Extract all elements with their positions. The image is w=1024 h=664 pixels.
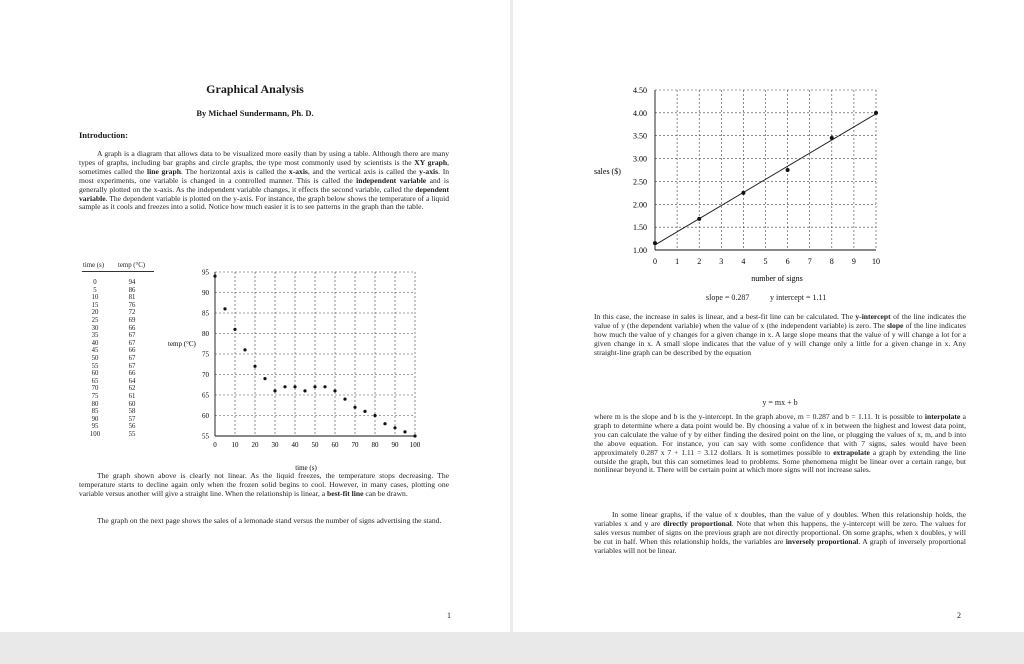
temp-chart-x-tick: 100: [409, 441, 421, 449]
sales-chart-y-tick: 2.50: [633, 177, 647, 187]
sales-chart-point: [786, 168, 790, 172]
sales-chart-x-tick: 3: [719, 257, 724, 266]
temp-chart-x-tick: 40: [291, 441, 299, 449]
sales-chart-y-tick: 1.50: [633, 223, 647, 233]
sales-chart-x-tick: 0: [653, 257, 657, 266]
sales-chart-point: [874, 111, 878, 115]
section-heading: Introduction:: [79, 130, 128, 140]
sales-chart-point: [653, 241, 657, 245]
temp-chart-point: [313, 385, 316, 388]
temp-chart-point: [233, 328, 236, 331]
sales-chart-y-tick: 4.50: [633, 86, 647, 95]
temp-chart-y-tick: 60: [202, 412, 209, 420]
sales-chart-y-tick: 3.50: [633, 131, 647, 141]
temperature-chart: [160, 262, 430, 472]
sales-chart-point: [741, 191, 745, 195]
temp-chart-point: [243, 348, 246, 351]
sales-chart-y-tick: 1.00: [633, 246, 647, 255]
table-time-column: 0 5 10 15 20 25 30 35 40 45 50 55 60 65 70 75 80 85 90 95 100: [89, 279, 101, 438]
temp-chart-point: [263, 377, 266, 380]
slope-label: slope = 0.287: [706, 293, 750, 302]
sales-chart-x-tick: 1: [675, 257, 680, 266]
table-header-temp: temp (°C): [118, 262, 146, 269]
temp-chart-point: [393, 426, 396, 429]
temp-chart-point: [363, 410, 366, 413]
temp-chart-point: [383, 422, 386, 425]
temp-chart-y-label: temp (°C): [168, 340, 196, 348]
temp-chart-x-tick: 30: [271, 441, 279, 449]
table-header-time: time (s): [83, 262, 104, 269]
temp-chart-point: [373, 414, 376, 417]
temp-chart-x-tick: 0: [213, 441, 217, 449]
temp-chart-point: [323, 385, 326, 388]
temp-chart-x-tick: 50: [311, 441, 319, 449]
temp-chart-x-tick: 70: [351, 441, 359, 449]
temp-chart-point: [213, 275, 216, 278]
temp-chart-y-tick: 80: [202, 330, 209, 338]
temp-chart-point: [303, 389, 306, 392]
sales-chart-x-tick: 7: [807, 257, 812, 266]
temp-chart-y-tick: 75: [202, 350, 209, 359]
viewer-footer: [0, 632, 1024, 664]
table-rule: [82, 271, 154, 272]
sales-chart-x-tick: 9: [851, 257, 856, 266]
interpolation-paragraph: where m is the slope and b is the y-intercept. In the graph above, m = 0.287 and b = 1.11. It is possible to interpolate a graph to determine where a data point would be. By choosing a value of x in between the highest and lowest data point, you can calculate the value of y by either finding the desired point on the line, or plugging the values of x, m, and b into the above equation. For instance, you can say with some confidence that with 7 signs, sales would have been approximately 0.287 x 7 + 1.11 = 3.12 dollars. It is sometimes possible to extrapolate a graph by extending the line outside the graph, but this can sometimes lead to problems. Some phenomena might be linear over a certain range, but nonlinear beyond it. There will be certain point at which more signs will not increase sales.: [594, 412, 966, 475]
sales-chart-y-tick: 3.00: [633, 154, 647, 164]
linear-explanation-paragraph: In this case, the increase in sales is linear, and a best-fit line can be calculated. The y-intercept of the line indicates the value of y (the dependent variable) when the value of x (the independent variable) is zero. The slope of the line indicates how much the value of y changes for a given change in x. A large slope means that the value of y will change a lot for a given change in x. A small slope indicates that the value of y will change only a little for a given change in x. Any straight-line graph can be described by the equation: [594, 312, 967, 357]
temp-chart-point: [283, 385, 286, 388]
sales-chart-x-label: number of signs: [751, 274, 803, 283]
sales-chart-point: [830, 136, 834, 140]
temp-chart-x-tick: 60: [331, 441, 339, 449]
page-number-1: 1: [447, 611, 451, 620]
proportionality-paragraph: In some linear graphs, if the value of x doubles, than the value of y doubles. When this relationship holds, the variables x and y are directly proportional. Note that when this happens, the y-intercept will be zero. The values for sales versus number of signs on the previous graph are not directly proportional. On some graphs, when x doubles, y will be cut in half. When this relationship holds, the variables are inversely proportional. A graph of inversely proportional variables will not be linear.: [594, 510, 966, 555]
sales-chart-y-tick: 2.00: [633, 200, 647, 210]
temp-chart-point: [293, 385, 296, 388]
after-graph-paragraph: The graph shown above is clearly not linear. As the liquid freezes, the temperature stops decreasing. The temperature starts to decline again only when the frozen solid begins to cool. However, in many cases, plotting one variable versus another will give a straight line. When the relationship is linear, a best-fit line can be drawn.: [79, 471, 449, 498]
temp-chart-y-tick: 90: [202, 289, 209, 297]
sales-chart-point: [697, 217, 701, 221]
temp-chart-point: [273, 389, 276, 392]
temp-chart-point: [223, 307, 226, 310]
temp-chart-x-tick: 80: [371, 441, 379, 449]
line-equation: y = mx + b: [762, 398, 798, 407]
intercept-label: y intercept = 1.11: [770, 293, 827, 302]
sales-chart-y-tick: 4.00: [633, 108, 647, 118]
temp-chart-x-tick: 10: [231, 441, 239, 449]
temp-chart-y-tick: 95: [202, 268, 209, 277]
temp-chart-y-tick: 55: [202, 432, 209, 441]
temp-chart-y-tick: 65: [202, 391, 209, 400]
sales-chart-x-tick: 4: [741, 257, 746, 266]
temp-chart-y-tick: 85: [202, 309, 209, 318]
intro-paragraph: A graph is a diagram that allows data to be visualized more easily than by using a table. Although there are many types of graphs, including bar graphs and circle graphs, the type most commonly used by scientists is the XY graph, sometimes called the line graph. The horizontal axis is called the x-axis, and the vertical axis is called the y-axis. In most experiments, one variable is changed in a controlled manner. This is called the independent variable and is generally plotted on the x-axis. As the independent variable changes, it effects the second variable, called the dependent variable. The dependent variable is plotted on the y-axis. For instance, the graph below shows the temperature of a liquid sample as it cools and freezes into a solid. Notice how much easier it is to see patterns in the graph than the table.: [79, 149, 450, 212]
sales-chart-x-tick: 5: [763, 257, 768, 266]
sales-chart-x-tick: 6: [785, 257, 790, 266]
document-title: Graphical Analysis: [206, 82, 304, 96]
temp-chart-point: [413, 434, 416, 437]
sales-chart-x-tick: 10: [872, 257, 880, 266]
author-line: By Michael Sundermann, Ph. D.: [196, 108, 314, 118]
sales-chart-x-tick: 8: [829, 257, 834, 266]
temp-chart-x-tick: 90: [391, 441, 399, 449]
sales-chart: [590, 82, 910, 298]
sales-chart-y-label: sales ($): [594, 167, 621, 176]
page-number-2: 2: [957, 611, 961, 620]
sales-chart-x-tick: 2: [697, 257, 702, 266]
temp-chart-point: [343, 398, 346, 401]
temp-chart-point: [403, 430, 406, 433]
temp-chart-point: [253, 365, 256, 368]
sales-chart-fit-line: [655, 114, 876, 245]
next-page-paragraph: The graph on the next page shows the sales of a lemonade stand versus the number of signs advertising the stand.: [97, 516, 442, 525]
temp-chart-point: [333, 389, 336, 392]
temp-chart-point: [353, 406, 356, 409]
temp-chart-y-tick: 70: [202, 371, 209, 379]
temp-chart-x-tick: 20: [251, 441, 259, 449]
table-temp-column: 94 86 81 76 72 69 66 67 67 66 67 67 66 64 62 61 60 58 57 56 55: [128, 279, 136, 438]
temp-chart-x-label: time (s): [295, 464, 317, 472]
